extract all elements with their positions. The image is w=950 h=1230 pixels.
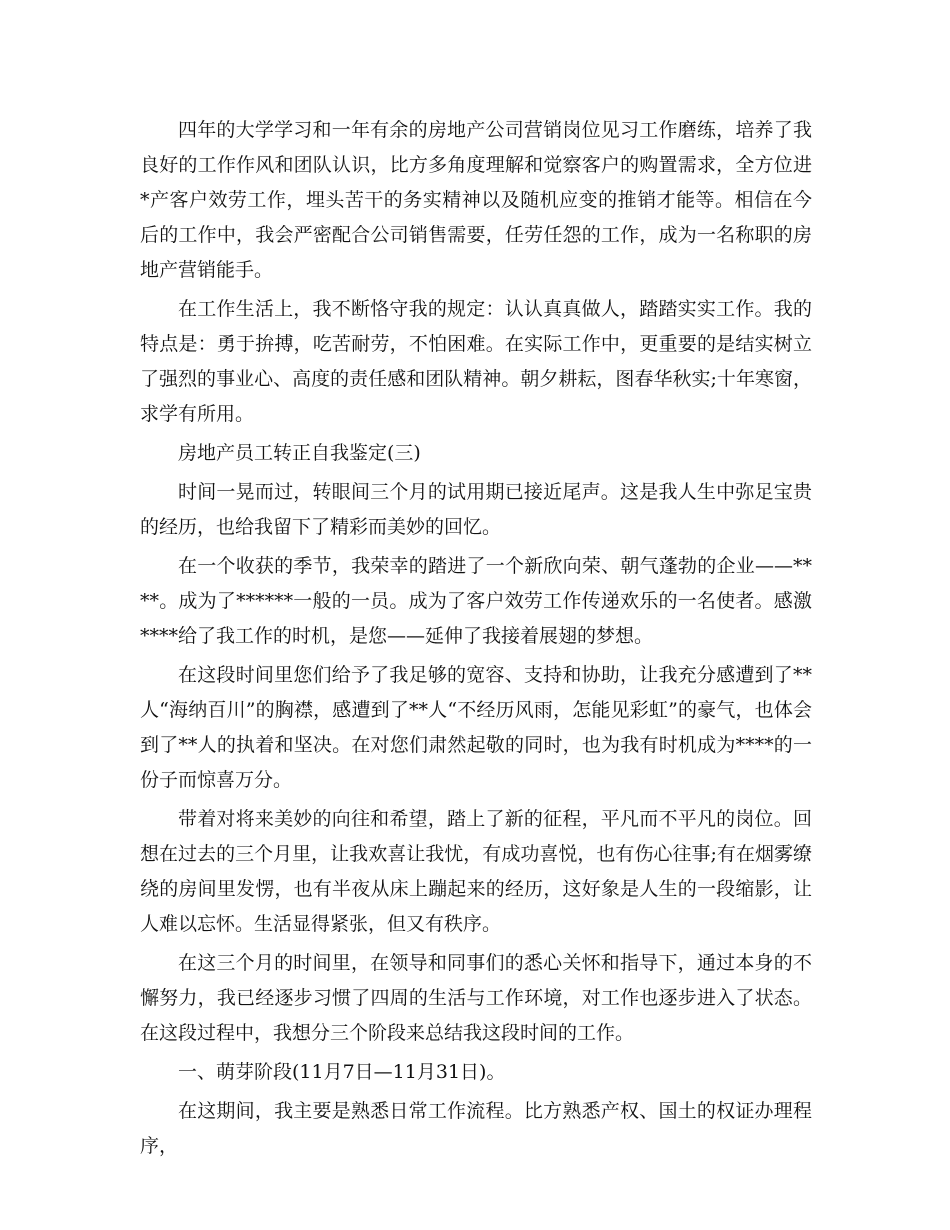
paragraph-2: 在工作生活上，我不断恪守我的规定：认认真真做人，踏踏实实工作。我的特点是：勇于拚搏，吃苦耐劳，不怕困难。在实际工作中，更重要的是结实树立了强烈的事业心、高度的责任感和团队精神。朝夕耕耘，图春华秋实;十年寒窗，求学有所用。 [140,298,812,425]
section-heading: 房地产员工转正自我鉴定(三) [178,442,421,464]
paragraph-1: 四年的大学学习和一年有余的房地产公司营销岗位见习工作磨练，培养了我良好的工作作风和团队认识，比方多角度理解和觉察客户的购置需求，全方位进*产客户效劳工作，埋头苦干的务实精神以及随机应变的推销才能等。相信在今后的工作中，我会严密配合公司销售需要，任劳任怨的工作，成为一名称职的房地产营销能手。 [140,119,812,281]
paragraph-5: 在这段时间里您们给予了我足够的宽容、支持和协助，让我充分感遭到了**人“海纳百川”的胸襟，感遭到了**人“不经历风雨，怎能见彩虹”的豪气，也体会到了**人的执着和坚决。在对您们肃然起敬的同时，也为我有时机成为****的一份子而惊喜万分。 [140,664,812,791]
document-page [140,113,812,1168]
paragraph-4: 在一个收获的季节，我荣幸的踏进了一个新欣向荣、朝气蓬勃的企业——****。成为了******一般的一员。成为了客户效劳工作传递欢乐的一名使者。感激****给了我工作的时机，是您——延伸了我接着展翅的梦想。 [140,555,812,647]
paragraph-8: 在这期间，我主要是熟悉日常工作流程。比方熟悉产权、国土的权证办理程序， [140,1100,812,1157]
stage-heading: 一、萌芽阶段(11月7日—11月31日)。 [178,1061,506,1083]
paragraph-3: 时间一晃而过，转眼间三个月的试用期已接近尾声。这是我人生中弥足宝贵的经历，也给我留下了精彩而美妙的回忆。 [140,481,812,538]
paragraph-6: 带着对将来美妙的向往和希望，踏上了新的征程，平凡而不平凡的岗位。回想在过去的三个月里，让我欢喜让我忧，有成功喜悦，也有伤心往事;有在烟雾缭绕的房间里发愣，也有半夜从床上蹦起来的经历，这好象是人生的一段缩影，让人难以忘怀。生活显得紧张，但又有秩序。 [140,808,812,935]
paragraph-7: 在这三个月的时间里，在领导和同事们的悉心关怀和指导下，通过本身的不懈努力，我已经逐步习惯了四周的生活与工作环境，对工作也逐步进入了状态。在这段过程中，我想分三个阶段来总结我这段时间的工作。 [140,952,812,1044]
